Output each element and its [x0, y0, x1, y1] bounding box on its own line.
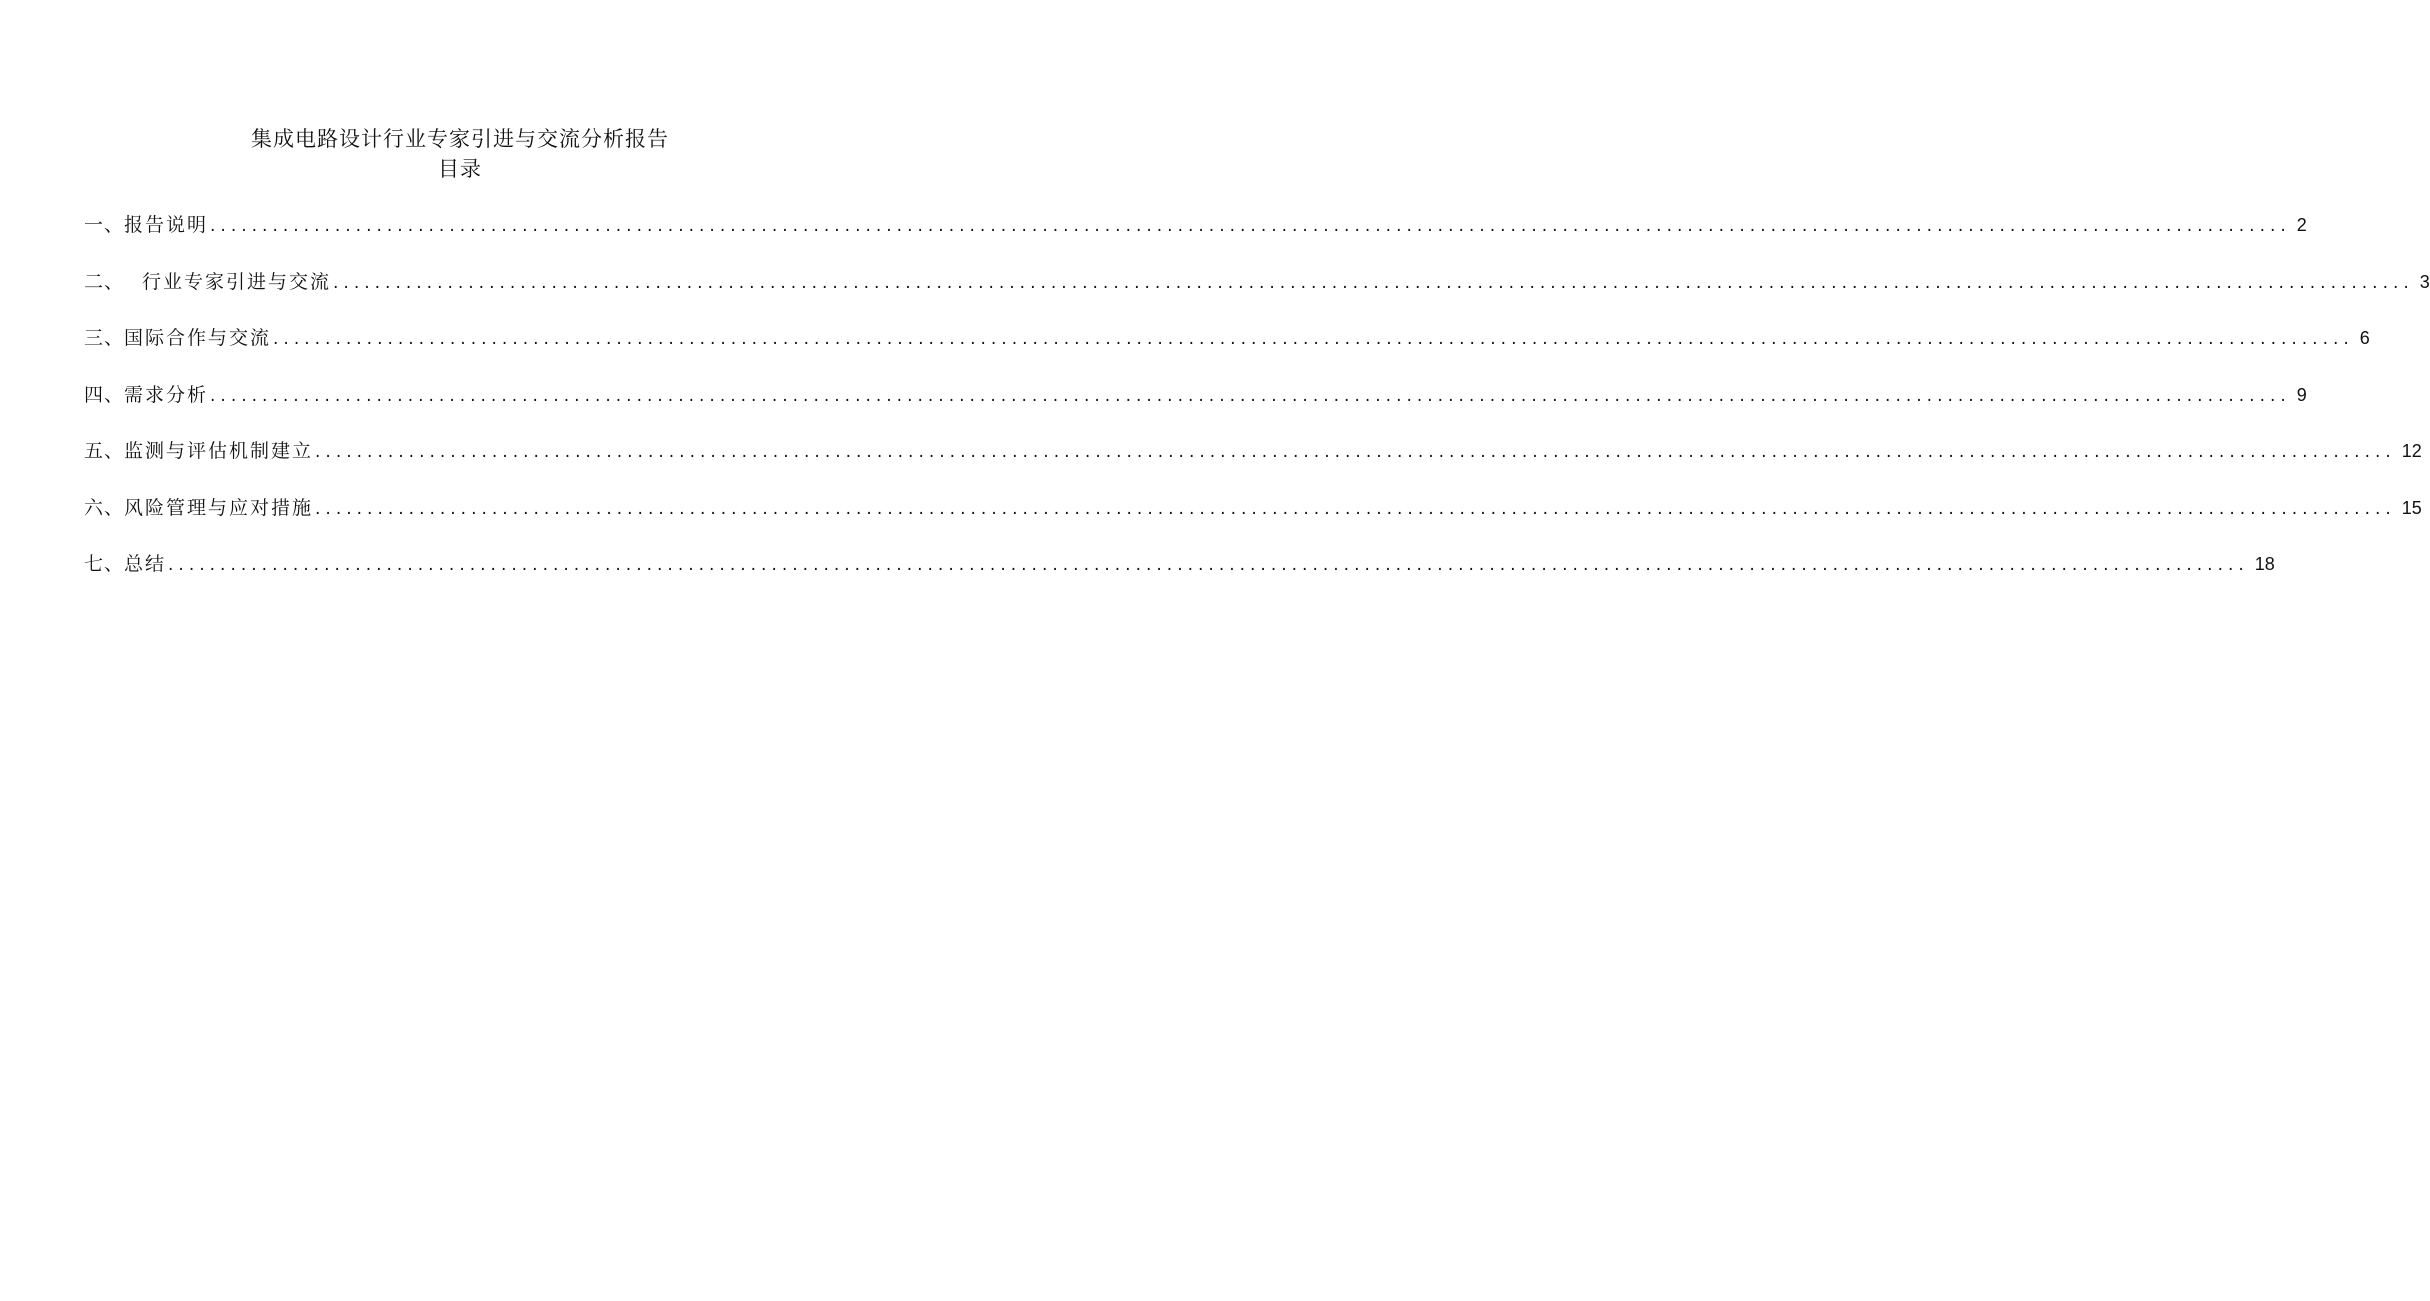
toc-entry-number: 三、: [84, 327, 125, 349]
toc-entry-page: 15: [2401, 497, 2422, 518]
dot-leader: ........................................................................................................................................................................................................: [315, 498, 2396, 519]
dot-leader: ........................................................................................................................................................................................................: [168, 555, 2249, 575]
toc-entry-number: 一、: [84, 214, 125, 236]
toc-entry-page: 6: [2359, 328, 2370, 348]
toc-heading: 目录: [438, 157, 482, 181]
toc-entry-label: 监测与评估机制建立: [124, 440, 314, 462]
toc-entry-label: 行业专家引进与交流: [142, 270, 332, 293]
toc-entry-2[interactable]: [84, 267, 2430, 324]
dot-leader: ........................................................................................................................................................................................................: [210, 216, 2291, 236]
toc-entry-6[interactable]: [84, 493, 2422, 550]
toc-entry-7[interactable]: [84, 549, 2275, 606]
document-title: 集成电路设计行业专家引进与交流分析报告: [251, 127, 669, 151]
toc-entry-4[interactable]: [84, 380, 2307, 437]
toc-entry-label: 报告说明: [124, 214, 209, 236]
toc-entry-label: 风险管理与应对措施: [124, 496, 314, 519]
dot-leader: ........................................................................................................................................................................................................: [273, 329, 2354, 349]
toc-entry-page: 9: [2296, 384, 2307, 405]
toc-entry-page: 12: [2401, 441, 2422, 461]
toc-entry-page: 18: [2254, 554, 2275, 574]
toc-entry-3[interactable]: [84, 323, 2370, 380]
toc-entry-label: 国际合作与交流: [124, 327, 272, 349]
toc-entry-number: 二、: [84, 270, 125, 293]
toc-entry-number: 七、: [84, 553, 125, 575]
toc-entry-5[interactable]: [84, 436, 2422, 493]
toc-entry-label: 总结: [124, 553, 167, 575]
table-of-contents: [84, 210, 2430, 606]
toc-entry-number: 六、: [84, 496, 125, 519]
toc-entry-number: 四、: [84, 383, 125, 406]
dot-leader: ........................................................................................................................................................................................................: [210, 385, 2291, 406]
dot-leader: ........................................................................................................................................................................................................: [333, 272, 2414, 293]
toc-entry-1[interactable]: [84, 210, 2307, 267]
dot-leader: ........................................................................................................................................................................................................: [315, 442, 2396, 462]
toc-entry-page: 3: [2419, 271, 2430, 292]
toc-entry-number: 五、: [84, 440, 125, 462]
toc-entry-page: 2: [2296, 215, 2307, 235]
toc-entry-label: 需求分析: [124, 383, 209, 406]
